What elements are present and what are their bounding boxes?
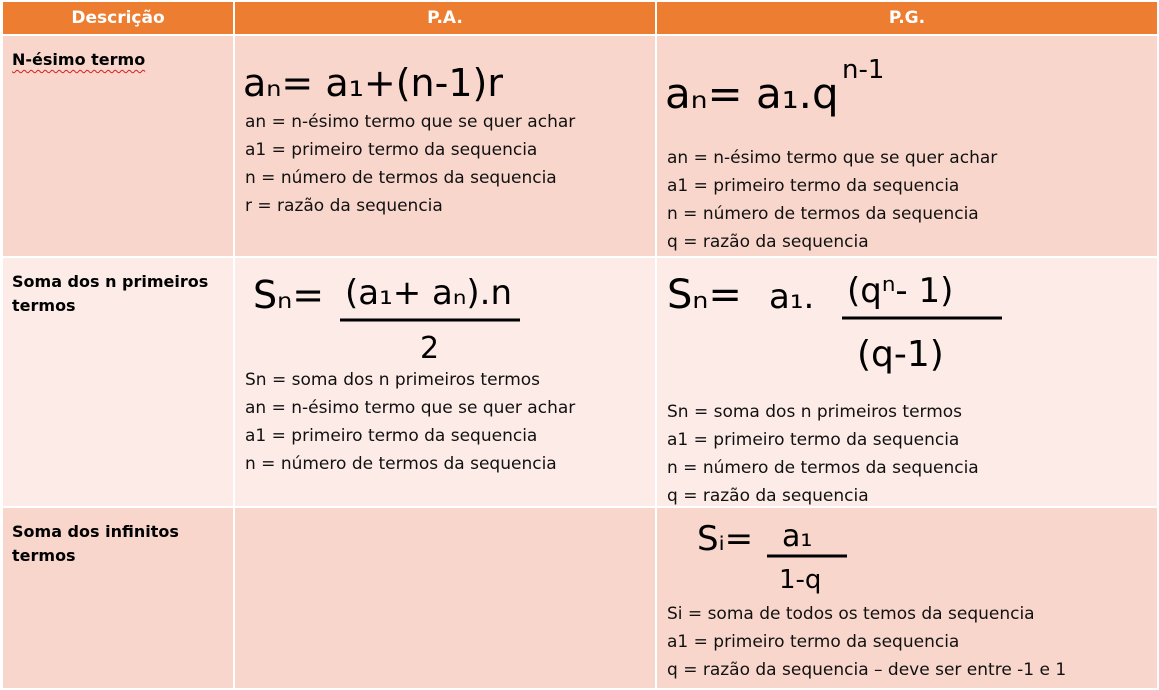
svg-text:(q-1): (q-1) [857,334,944,375]
row-soma-infinitos-pa-cell [235,508,655,688]
legend-line: n = número de termos da sequencia [667,458,979,478]
legend-line: Si = soma de todos os temos da sequencia [667,604,1035,624]
pa-sum-formula [235,258,655,368]
row-nesimo-pg-cell [657,36,1157,256]
row-soma-n-description: Soma dos n primeiros termos [3,258,233,506]
row-nesimo-pa-cell [235,36,655,256]
legend-line: a1 = primeiro termo da sequencia [667,430,960,450]
legend-line: q = razão da sequencia – deve ser entre -1 e 1 [667,660,1067,680]
legend-line: a1 = primeiro termo da sequencia [245,140,538,160]
pa-nth-term-legend [245,108,575,220]
row-soma-n-pg-cell [657,258,1157,506]
legend-line: a1 = primeiro termo da sequencia [245,426,538,446]
legend-line: an = n-ésimo termo que se quer achar [245,398,576,418]
svg-text:2: 2 [420,331,440,366]
pg-sum-formula [657,258,1157,388]
svg-text:a₁: a₁ [782,519,813,554]
pg-infinite-sum-formula [657,508,1157,603]
row-divider [3,34,1157,36]
row-soma-infinitos-pg-cell [657,508,1157,688]
legend-line: q = razão da sequencia [667,232,869,252]
row-soma-n-pa-cell [235,258,655,506]
column-divider [233,2,235,688]
header-descricao: Descrição [3,2,233,34]
svg-text:1-q: 1-q [779,565,822,595]
pg-nth-term-legend [667,144,997,256]
pg-infinite-sum-legend [667,600,1066,684]
legend-line: r = razão da sequencia [245,196,443,216]
svg-text:Sᵢ=: Sᵢ= [697,519,754,559]
legend-line: n = número de termos da sequencia [667,204,979,224]
pg-nth-term-formula [657,36,1157,146]
svg-text:Sₙ=: Sₙ= [253,273,325,317]
legend-line: n = número de termos da sequencia [245,168,557,188]
svg-text:n-1: n-1 [842,55,885,85]
svg-text:a₁.: a₁. [769,277,815,317]
legend-line: n = número de termos da sequencia [245,454,557,474]
row-soma-infinitos-description: Soma dos infinitos termos [3,508,233,688]
legend-line: q = razão da sequencia [667,486,869,506]
legend-line: Sn = soma dos n primeiros termos [245,370,541,390]
legend-line: an = n-ésimo termo que se quer achar [245,112,576,132]
pg-sum-legend [667,398,979,510]
svg-text:Sₙ=: Sₙ= [667,272,742,318]
legend-line: a1 = primeiro termo da sequencia [667,176,960,196]
legend-line: Sn = soma dos n primeiros termos [667,402,963,422]
header-pg: P.G. [657,2,1157,34]
header-pa: P.A. [235,2,655,34]
legend-line: a1 = primeiro termo da sequencia [667,632,960,652]
row-divider [3,256,1157,258]
svg-text:(qⁿ- 1): (qⁿ- 1) [847,271,954,311]
column-divider [655,2,657,688]
svg-text:aₙ= a₁.q: aₙ= a₁.q [665,69,839,118]
pa-sum-legend [245,366,575,478]
formula-table [3,2,1157,688]
legend-line: an = n-ésimo termo que se quer achar [667,148,998,168]
svg-text:aₙ= a₁+(n-1)r: aₙ= a₁+(n-1)r [243,61,503,105]
row-nesimo-description: N-ésimo termo [3,36,233,256]
row-divider [3,506,1157,508]
svg-text:(a₁+ aₙ).n: (a₁+ aₙ).n [345,273,513,313]
